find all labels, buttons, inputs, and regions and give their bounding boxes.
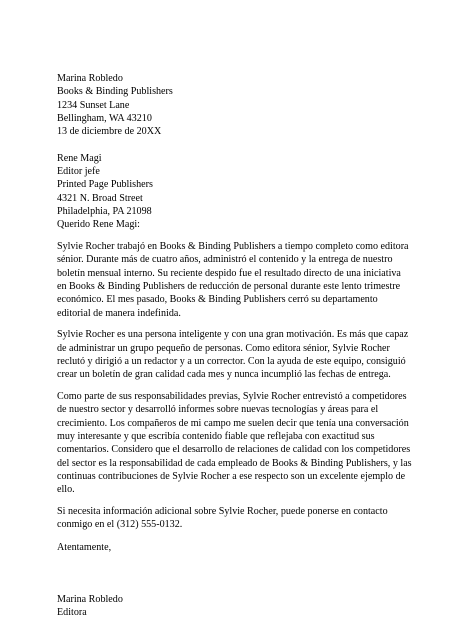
signature-block bbox=[57, 593, 412, 619]
recipient-title: Editor jefe bbox=[57, 166, 100, 178]
body-paragraph-3: Como parte de sus responsabilidades previas, Sylvie Rocher entrevistó a competidores de nuestro sector y desarrolló informes sobre nuevas tecnologías y áreas para el crecimiento. Los compañeros de mi campo me suelen decir que tenía una conversación muy interesante y que escribía contenido fiable que reflejaba con exactitud sus comentarios. Considero que el desarrollo de relaciones de calidad con los competidores del sector es la responsabilidad de cada empleado de Books & Binding Publishers, y las continuas contribuciones de Sylvie Rocher a ese respecto son un excelente ejemplo de ello. bbox=[57, 391, 412, 496]
recipient-city: Philadelphia, PA 21098 bbox=[57, 205, 152, 217]
sender-name: Marina Robledo bbox=[57, 73, 123, 84]
body-paragraph-2: Sylvie Rocher es una persona inteligente y con una gran motivación. Es más que capaz de administrar un grupo pequeño de personas. Como editora sénior, Sylvie Rocher reclutó y dirigió a un redactor y a un corrector. Con la ayuda de este equipo, consiguió crear un boletín de gran calidad cada mes y nunca incumplió las fechas de entrega. bbox=[57, 329, 409, 381]
signature-title: Editora bbox=[57, 607, 87, 619]
recipient-company: Printed Page Publishers bbox=[57, 179, 153, 191]
body-paragraph-1: Sylvie Rocher trabajó en Books & Binding Publishers a tiempo completo como editora sénior. Durante más de cuatro años, administró el contenido y la entrega de nuestro boletín mensual interno. Su reciente despido fue el resultado directo de una iniciativa en Books & Binding Publishers de reducción de personal durante este lento trimestre económico. El mes pasado, Books & Binding Publishers cerró su departamento editorial de manera indefinida. bbox=[57, 241, 409, 319]
sender-city: Bellingham, WA 43210 bbox=[57, 112, 152, 124]
signature-name: Marina Robledo bbox=[57, 593, 123, 605]
body-paragraph-4: Si necesita información adicional sobre Sylvie Rocher, puede ponerse en contacto conmigo en el (312) 555-0132. bbox=[57, 505, 388, 531]
letter-date: 13 de diciembre de 20XX bbox=[57, 126, 162, 138]
recipient-street: 4321 N. Broad Street bbox=[57, 192, 143, 204]
sender-company: Books & Binding Publishers bbox=[57, 86, 173, 98]
letter-body bbox=[57, 72, 412, 619]
sender-address-block bbox=[57, 72, 412, 138]
recipient-address-block bbox=[57, 152, 412, 218]
salutation: Querido Rene Magi: bbox=[57, 219, 140, 231]
recipient-name: Rene Magi bbox=[57, 152, 102, 164]
closing: Atentamente, bbox=[57, 541, 112, 553]
sender-street: 1234 Sunset Lane bbox=[57, 99, 130, 111]
